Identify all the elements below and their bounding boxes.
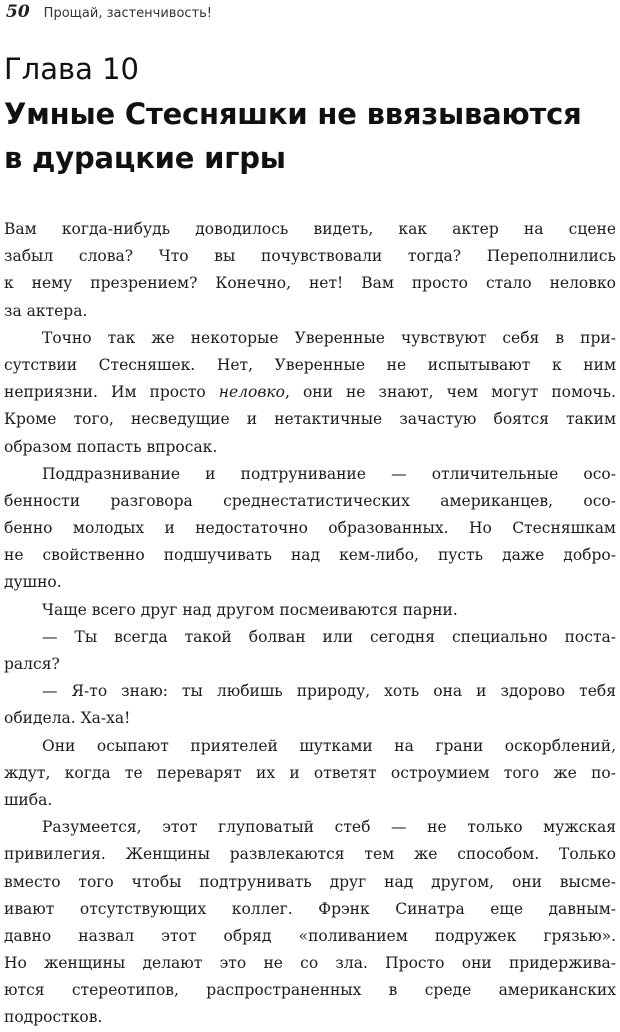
text-line: забыл слова? Что вы почувствовали тогда? Переполнились xyxy=(4,247,616,266)
text-line: — Ты всегда такой болван или сегодня специально поста- xyxy=(42,627,616,646)
text-line: образом попасть впросак. xyxy=(4,437,218,456)
emphasis-word: неловко xyxy=(218,383,285,402)
text-line: Но женщины делают это не со зла. Просто они придержива- xyxy=(4,954,616,973)
text-line: бенности разговора среднестатистических американцев, осо- xyxy=(4,491,616,510)
text-line: давно назвал этот обряд «поливанием подружек грязью». xyxy=(4,926,616,945)
text-line: рался? xyxy=(4,655,60,673)
text-line: ждут, когда те переварят их и ответят остроумием того же по- xyxy=(4,763,616,782)
page-number: 50 xyxy=(6,2,30,22)
text-line: к нему презрением? Конечно, нет! Вам просто стало неловко xyxy=(4,274,616,293)
text-line: бенно молодых и недостаточно образованных. Но Стесняшкам xyxy=(4,519,616,538)
book-title: Прощай, застенчивость! xyxy=(43,6,213,21)
text-line: сутствии Стесняшек. Нет, Уверенные не испытывают к ним xyxy=(4,355,616,374)
chapter-label: Глава 10 xyxy=(4,52,139,86)
text-line: Разумеется, этот глуповатый стеб — не только мужская xyxy=(42,818,616,837)
text-line: ивают отсутствующих коллег. Фрэнк Синатра еще давным- xyxy=(4,899,616,918)
text-line: Чаще всего друг над другом посмеиваются парни. xyxy=(42,600,458,619)
running-header xyxy=(6,2,614,26)
body-text xyxy=(4,216,616,1032)
text-line: обидела. Ха-ха! xyxy=(4,709,131,728)
chapter-title-line: в дурацкие игры xyxy=(4,141,286,175)
text-line xyxy=(4,379,616,406)
text-line: не свойственно подшучивать над кем-либо, пусть даже добро- xyxy=(4,546,616,565)
text-line: вместо того чтобы подтрунивать друг над другом, они высме- xyxy=(4,872,616,891)
text-line: подростков. xyxy=(4,1008,103,1027)
text-run: , они не знают, чем могут помочь. xyxy=(284,383,617,402)
text-line: привилегия. Женщины развлекаются тем же способом. Только xyxy=(4,845,616,864)
text-line: за актера. xyxy=(4,301,88,320)
chapter-title xyxy=(4,92,616,180)
text-line: Они осыпают приятелей шутками на грани оскорблений, xyxy=(42,736,616,755)
chapter-title-line: Умные Стесняшки не ввязываются xyxy=(4,97,582,131)
text-line: душно. xyxy=(4,573,62,592)
text-run: неприязни. Им просто xyxy=(4,383,219,402)
text-line: Точно так же некоторые Уверенные чувствуют себя в при- xyxy=(42,328,616,347)
text-line: Вам когда-нибудь доводилось видеть, как актер на сцене xyxy=(4,220,616,238)
text-line: ются стереотипов, распространенных в среде американских xyxy=(4,981,616,1000)
text-line: — Я-то знаю: ты любишь природу, хоть она и здорово тебя xyxy=(42,682,616,701)
text-line: шиба. xyxy=(4,790,53,809)
text-line: Кроме того, несведущие и нетактичные зачастую боятся таким xyxy=(4,410,616,429)
text-line: Поддразнивание и подтрунивание — отличительные осо- xyxy=(42,464,616,483)
